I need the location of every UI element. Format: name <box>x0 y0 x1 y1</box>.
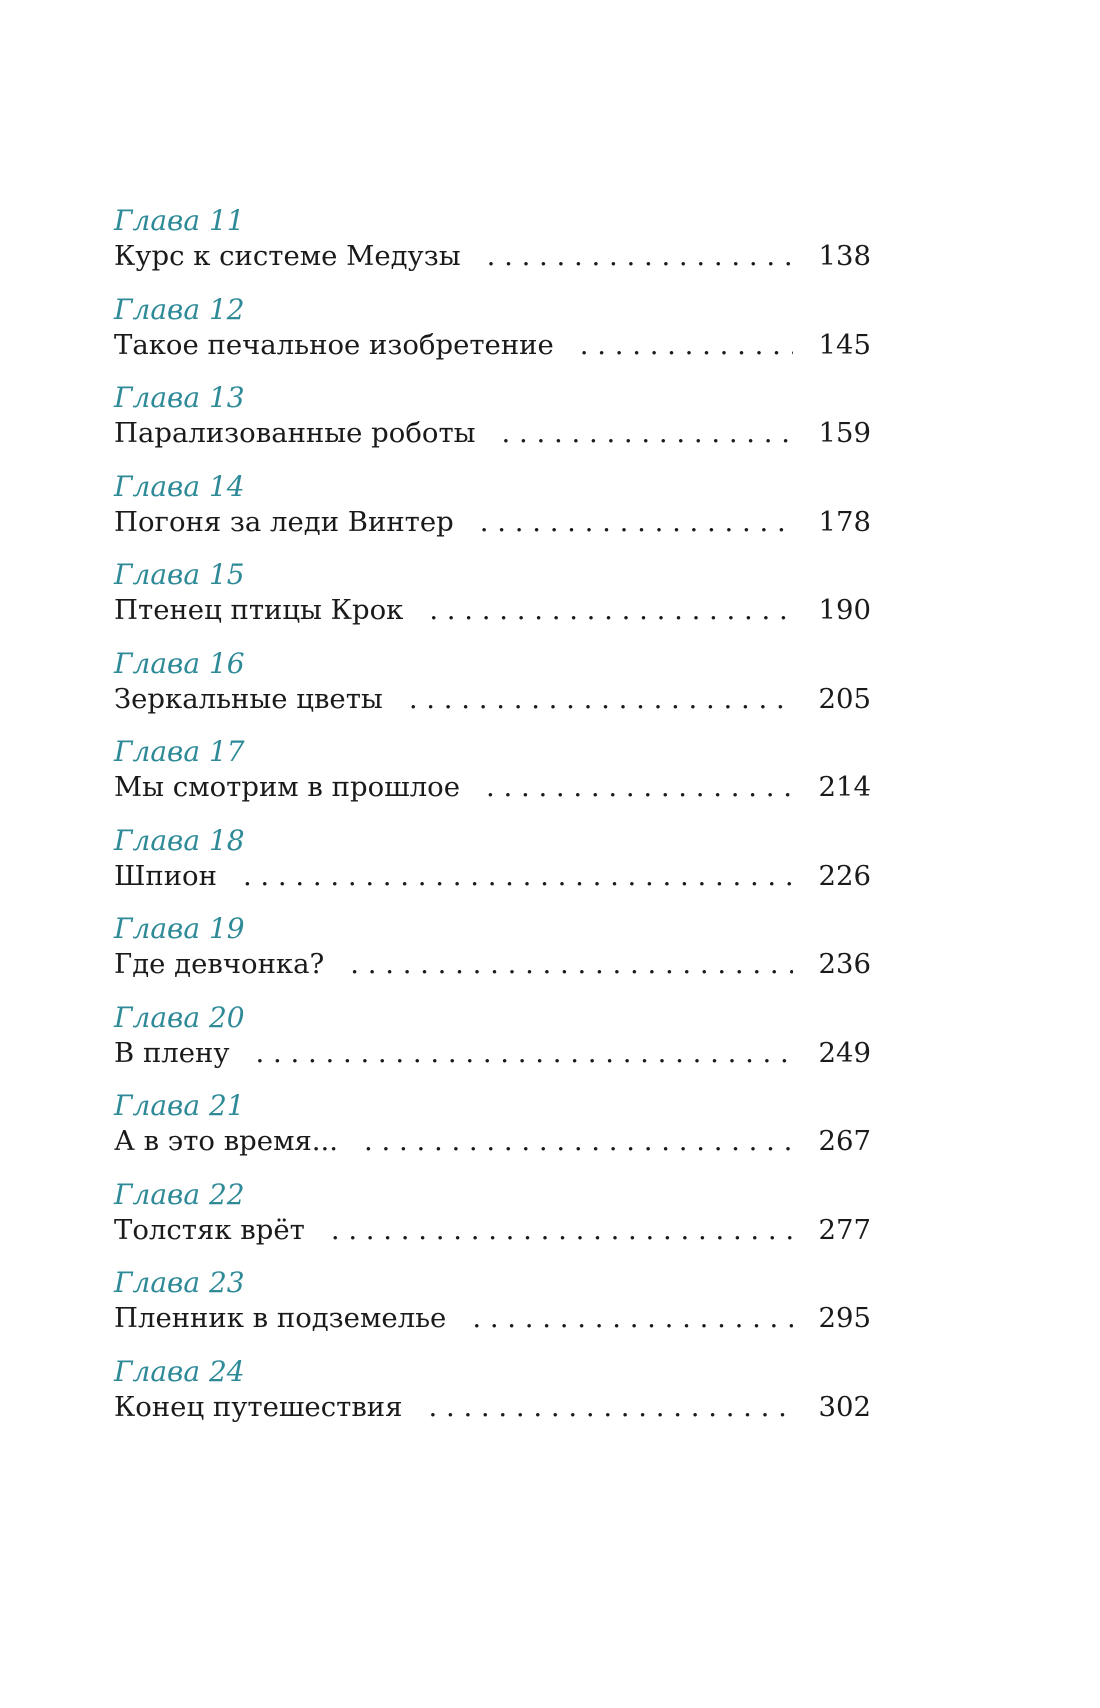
chapter-title: Толстяк врёт <box>114 1213 305 1246</box>
chapter-label: Глава 13 <box>114 381 245 414</box>
page-number: 190 <box>818 594 871 626</box>
page-number: 178 <box>818 505 871 538</box>
dot-leader <box>428 1389 792 1425</box>
chapter-title: Птенец птицы Крок <box>114 594 404 626</box>
chapter-title: Парализованные роботы <box>114 417 476 449</box>
toc-entry-11[interactable] <box>114 196 871 285</box>
dot-leader <box>256 1035 793 1071</box>
toc-title-row <box>114 681 871 717</box>
toc-title-row <box>114 1035 871 1071</box>
dot-leader <box>580 327 793 363</box>
chapter-label: Глава 21 <box>114 1089 245 1122</box>
chapter-label: Глава 20 <box>114 1000 245 1034</box>
toc-title-row <box>114 238 871 274</box>
chapter-title: Шпион <box>114 859 217 892</box>
chapter-label: Глава 22 <box>114 1177 245 1211</box>
toc-entry-14[interactable] <box>114 462 871 551</box>
toc-title-row <box>114 1123 871 1159</box>
chapter-title: Зеркальные цветы <box>114 682 383 715</box>
toc-entry-12[interactable] <box>114 285 871 374</box>
chapter-title: Где девчонка? <box>114 948 325 980</box>
chapter-label: Глава 17 <box>114 735 245 768</box>
page-number: 138 <box>818 240 871 272</box>
dot-leader <box>331 1212 793 1248</box>
toc-entry-18[interactable] <box>114 816 871 905</box>
page-number: 267 <box>818 1125 871 1157</box>
dot-leader <box>502 415 793 451</box>
toc-entry-20[interactable] <box>114 993 871 1082</box>
toc-title-row <box>114 1300 871 1336</box>
page-number: 145 <box>818 328 871 361</box>
toc-entry-21[interactable] <box>114 1081 871 1170</box>
toc-title-row <box>114 504 871 540</box>
chapter-title: Такое печальное изобретение <box>114 328 554 361</box>
toc-entry-23[interactable] <box>114 1258 871 1347</box>
dot-leader <box>487 238 793 274</box>
toc-entry-15[interactable] <box>114 550 871 639</box>
page-number: 214 <box>818 771 871 803</box>
toc-title-row <box>114 946 871 982</box>
page-number: 205 <box>818 682 871 715</box>
toc-title-row <box>114 415 871 451</box>
toc-entry-17[interactable] <box>114 727 871 816</box>
toc-title-row <box>114 1389 871 1425</box>
toc-entry-19[interactable] <box>114 904 871 993</box>
chapter-title: А в это время... <box>114 1125 339 1157</box>
chapter-title: В плену <box>114 1036 230 1069</box>
toc-entry-16[interactable] <box>114 639 871 728</box>
toc-title-row <box>114 1212 871 1248</box>
toc-entry-24[interactable] <box>114 1347 871 1436</box>
chapter-label: Глава 14 <box>114 469 245 503</box>
chapter-label: Глава 19 <box>114 912 245 945</box>
dot-leader <box>364 1123 792 1159</box>
dot-leader <box>480 504 793 540</box>
chapter-label: Глава 11 <box>114 204 245 237</box>
page-number: 277 <box>818 1213 871 1246</box>
page-number: 302 <box>818 1390 871 1423</box>
chapter-label: Глава 16 <box>114 646 245 680</box>
toc-entry-13[interactable] <box>114 373 871 462</box>
chapter-label: Глава 12 <box>114 292 245 326</box>
page-number: 295 <box>818 1302 871 1334</box>
chapter-title: Пленник в подземелье <box>114 1302 447 1334</box>
toc-title-row <box>114 327 871 363</box>
page-number: 236 <box>818 948 871 980</box>
toc-title-row <box>114 858 871 894</box>
chapter-label: Глава 15 <box>114 558 245 591</box>
page-number: 249 <box>818 1036 871 1069</box>
dot-leader <box>472 1300 792 1336</box>
page-number: 226 <box>818 859 871 892</box>
toc-title-row <box>114 769 871 805</box>
page-number: 159 <box>818 417 871 449</box>
chapter-label: Глава 23 <box>114 1266 245 1299</box>
table-of-contents <box>114 196 871 1435</box>
chapter-title: Конец путешествия <box>114 1390 403 1423</box>
chapter-title: Мы смотрим в прошлое <box>114 771 460 803</box>
dot-leader <box>429 592 792 628</box>
toc-title-row <box>114 592 871 628</box>
dot-leader <box>486 769 793 805</box>
dot-leader <box>243 858 793 894</box>
dot-leader <box>409 681 793 717</box>
chapter-title: Погоня за леди Винтер <box>114 505 454 538</box>
chapter-label: Глава 24 <box>114 1354 245 1388</box>
chapter-label: Глава 18 <box>114 823 245 857</box>
chapter-title: Курс к системе Медузы <box>114 240 461 272</box>
toc-entry-22[interactable] <box>114 1170 871 1259</box>
dot-leader <box>350 946 792 982</box>
